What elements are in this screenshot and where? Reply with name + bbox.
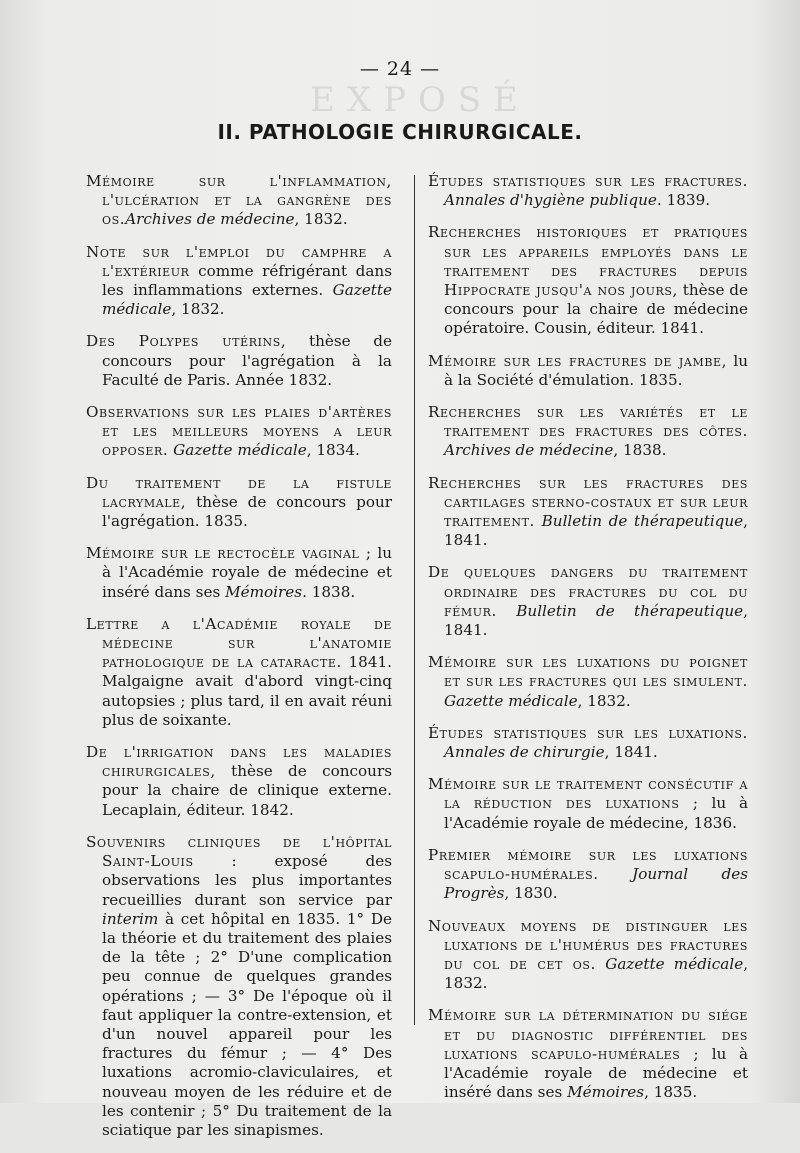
- page-number: — 24 —: [359, 58, 441, 80]
- bibliography-entry: Note sur l'emploi du camphre a l'extérieur comme réfrigérant dans les inflammations externes. Gazette médicale, 1832.: [86, 242, 392, 319]
- bibliography-entry: Mémoire sur le rectocèle vaginal ; lu à l'Académie royale de médecine et inséré dans ses Mémoires. 1838.: [86, 544, 393, 601]
- bibliography-entry: Recherches sur les fractures des cartilages sterno-costaux et sur leur traitement. Bulletin de thérapeutique, 1841.: [428, 473, 748, 550]
- bibliography-entry: Mémoire sur la détermination du siége et du diagnostic différentiel des luxations scapulo-humérales ; lu à l'Académie royale de médecine et inséré dans ses Mémoires, 1835.: [428, 1006, 748, 1102]
- bibliography-entry: Mémoire sur le traitement consécutif a la réduction des luxations ; lu à l'Académie royale de médecine, 1836.: [428, 775, 748, 832]
- bibliography-entry: Études statistiques sur les fractures. Annales d'hygiène publique. 1839.: [428, 172, 748, 210]
- bibliography-entry: Recherches historiques et pratiques sur les appareils employés dans le traitement des fractures depuis Hippocrate jusqu'a nos jours, thèse de concours pour la chaire de médecine opératoire. Cousin, éditeur. 1841.: [428, 223, 748, 338]
- bibliography-entry: Mémoire sur les fractures de jambe, lu à la Société d'émulation. 1835.: [428, 351, 748, 389]
- bibliography-entry: Du traitement de la fistule lacrymale, thèse de concours pour l'agrégation. 1835.: [86, 473, 392, 531]
- bibliography-entry: De l'irrigation dans les maladies chirurgicales, thèse de concours pour la chaire de clinique externe. Lecaplain, éditeur. 1842.: [86, 743, 392, 819]
- bibliography-entry: Études statistiques sur les luxations. Annales de chirurgie, 1841.: [428, 723, 748, 762]
- bibliography-entry: De quelques dangers du traitement ordinaire des fractures du col du fémur. Bulletin de thérapeutique, 1841.: [428, 563, 748, 640]
- bibliography-entry: Premier mémoire sur les luxations scapulo-humérales. Journal des Progrès, 1830.: [428, 845, 748, 903]
- bibliography-entry: Lettre a l'Académie royale de médecine sur l'anatomie pathologique de la cataracte. 1841. Malgaigne avait d'abord vingt-cinq autopsies ; plus tard, il en avait réuni plus de soixante.: [86, 614, 392, 729]
- right-column: [428, 172, 748, 1115]
- bleed-through-text: EXPOSÉ: [310, 80, 530, 120]
- left-column: [86, 172, 392, 1153]
- bibliography-entry: Observations sur les plaies d'artères et les meilleurs moyens a leur opposer. Gazette médicale, 1834.: [86, 403, 392, 460]
- bibliography-entry: Mémoire sur les luxations du poignet et sur les fractures qui les simulent. Gazette médicale, 1832.: [428, 653, 748, 710]
- section-title: II. PATHOLOGIE CHIRURGICALE.: [217, 120, 583, 144]
- bibliography-entry: Nouveaux moyens de distinguer les luxations de l'humérus des fractures du col de cet os. Gazette médicale, 1832.: [428, 916, 749, 993]
- column-divider: [414, 175, 415, 1025]
- bibliography-entry: Des Polypes utérins, thèse de concours pour l'agrégation à la Faculté de Paris. Année 1832.: [86, 332, 392, 389]
- bibliography-entry: Recherches sur les variétés et le traitement des fractures des côtes. Archives de médecine, 1838.: [428, 403, 748, 460]
- bibliography-entry: Souvenirs cliniques de l'hôpital Saint-Louis : exposé des observations les plus importantes recueillies durant son service par interim à cet hôpital en 1835. 1° De la théorie et du traitement des plaies de la tête ; 2° D'une complication peu connue de quelques grandes opérations ; — 3° De l'époque où il faut appliquer la contre-extension, et d'un nouvel appareil pour les fractures du fémur ; — 4° Des luxations acromio-claviculaires, et nouveau moyen de les réduire et de les contenir ; 5° Du traitement de la sciatique par les sinapismes.: [86, 832, 392, 1139]
- bibliography-entry: Mémoire sur l'inflammation, l'ulcération et la gangrène des os.Archives de médecine, 1832.: [86, 172, 392, 229]
